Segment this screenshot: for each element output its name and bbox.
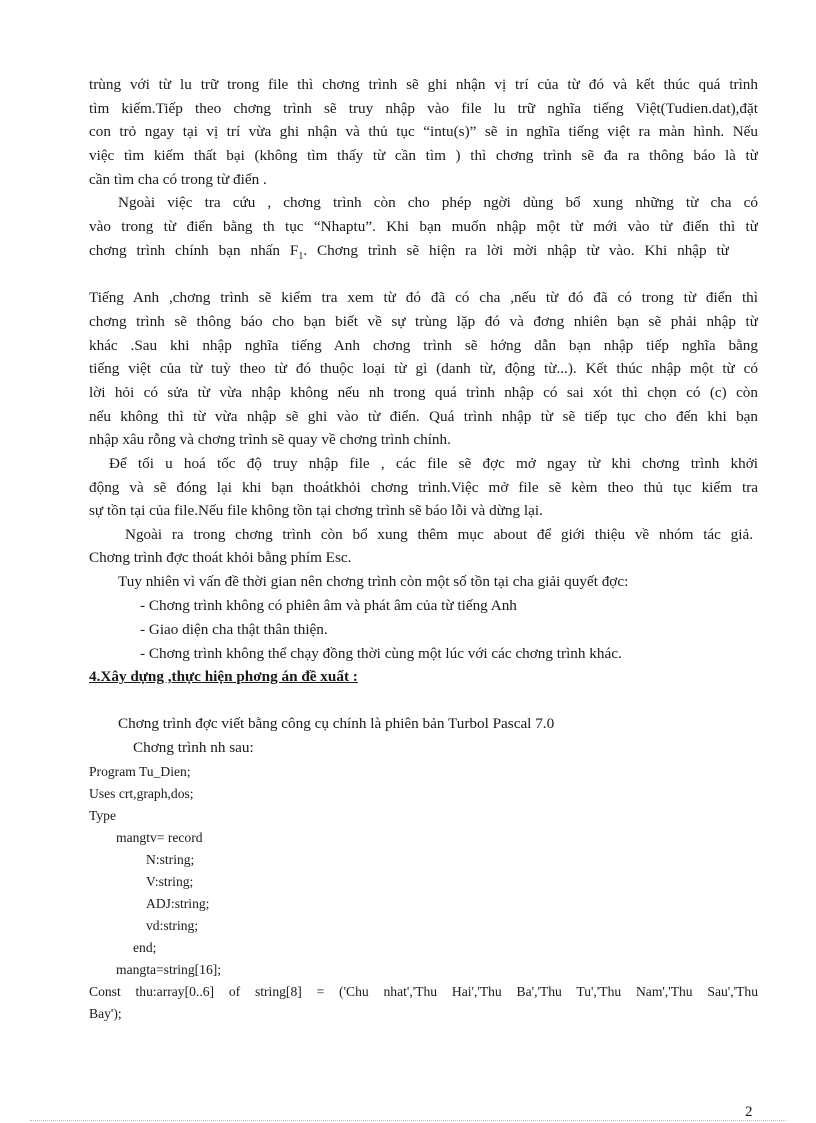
body-line: Tuy nhiên vì vấn đề thời gian nên chơng trình còn một số tồn tại cha giải quyết đợc: [118, 573, 629, 590]
body-line: tìm kiếm.Tiếp theo chơng trình sẽ truy nhập vào file lu trữ nghĩa tiếng Việt(Tudien.dat),đặt [89, 100, 758, 117]
code-line: end; [133, 940, 157, 955]
code-line: vd:string; [146, 918, 199, 933]
body-line: khác .Sau khi nhập nghĩa tiếng Anh chơng trình sẽ hớng dẫn bạn nhập tiếp nghĩa bằng [89, 337, 758, 354]
body-line: trùng với từ lu trữ trong file thì chơng trình sẽ ghi nhận vị trí của từ đó và kết thúc quá trình [89, 76, 758, 93]
body-line: con trỏ ngay tại vị trí vừa ghi nhận và thủ tục “intu(s)” sẽ in nghĩa tiếng việt ra màn hình. Nếu [89, 123, 758, 140]
body-line-part: . Chơng trình sẽ hiện ra lời mời nhập từ vào. Khi nhập từ [303, 242, 729, 259]
body-line: tiếng việt của từ tuỳ theo từ đó thuộc loại từ gì (danh từ, động từ...). Kết thúc nhập một từ có [89, 360, 758, 377]
code-line: Const thu:array[0..6] of string[8] = ('Chu nhat','Thu Hai','Thu Ba','Thu Tu','Thu Nam','Thu Sau','Thu [89, 984, 758, 999]
body-line: động và sẽ đóng lại khi bạn thoátkhỏi chơng trình.Việc mở file sẽ kèm theo thủ tục kiểm tra [89, 479, 758, 496]
code-line: Type [89, 808, 116, 823]
body-line [89, 241, 729, 261]
code-line: mangtv= record [116, 830, 203, 845]
body-line-part: chơng trình chính bạn nhấn F [89, 242, 299, 259]
body-line: cần tìm cha có trong từ điển . [89, 171, 267, 188]
intro-line: Chơng trình đợc viết bằng công cụ chính là phiên bản Turbol Pascal 7.0 [118, 715, 555, 732]
footer-divider [30, 1120, 786, 1121]
body-line: nếu không thì từ vừa nhập sẽ ghi vào từ điển. Quá trình nhập từ sẽ tiếp tục cho đến khi bạn [89, 408, 758, 425]
body-line: Ngoài việc tra cứu , chơng trình còn cho phép ngời dùng bổ xung những từ cha có [118, 194, 758, 211]
body-line: sự tồn tại của file.Nếu file không tồn tại chơng trình sẽ báo lỗi và dừng lại. [89, 502, 543, 519]
list-item: - Giao diện cha thật thân thiện. [140, 621, 328, 638]
body-line: Chơng trình đợc thoát khỏi bằng phím Esc. [89, 549, 352, 566]
code-line: ADJ:string; [146, 896, 210, 911]
section-heading: 4.Xây dựng ,thực hiện phơng án đề xuất : [89, 668, 358, 685]
page-number: 2 [745, 1104, 753, 1120]
body-line: Ngoài ra trong chơng trình còn bổ xung thêm mục about để giới thiệu về nhóm tác giả. [125, 526, 753, 543]
list-item: - Chơng trình không có phiên âm và phát âm của từ tiếng Anh [140, 597, 517, 614]
body-line: Để tối u hoá tốc độ truy nhập file , các file sẽ đợc mở ngay từ khi chơng trình khởi [109, 455, 758, 472]
code-line: Program Tu_Dien; [89, 764, 191, 779]
list-item: - Chơng trình không thể chạy đồng thời cùng một lúc với các chơng trình khác. [140, 645, 622, 662]
code-line: Bay'); [89, 1006, 122, 1021]
body-line: Tiếng Anh ,chơng trình sẽ kiểm tra xem từ đó đã có cha ,nếu từ đó đã có trong từ điển thì [89, 289, 758, 306]
body-line: chơng trình sẽ thông báo cho bạn biết về sự trùng lặp đó và đơng nhiên bạn sẽ phải nhập từ [89, 313, 758, 330]
intro-line: Chơng trình nh sau: [133, 739, 254, 756]
body-line: nhập xâu rỗng và chơng trình sẽ quay về chơng trình chính. [89, 431, 451, 448]
body-line: lời hỏi có sửa từ vừa nhập không nếu nh trong quá trình nhập có sai xót thì chọn có (c) còn [89, 384, 758, 401]
code-line: mangta=string[16]; [116, 962, 222, 977]
subscript: 1 [298, 251, 304, 261]
code-line: V:string; [146, 874, 194, 889]
code-line: Uses crt,graph,dos; [89, 786, 194, 801]
body-line: vào trong từ điển bằng th tục “Nhaptu”. Khi bạn muốn nhập một từ mới vào từ điển thì từ [89, 218, 758, 235]
body-line: việc tìm kiếm thất bại (không tìm thấy từ cần tìm ) thì chơng trình sẽ đa ra thông báo là từ [89, 147, 758, 164]
code-line: N:string; [146, 852, 195, 867]
